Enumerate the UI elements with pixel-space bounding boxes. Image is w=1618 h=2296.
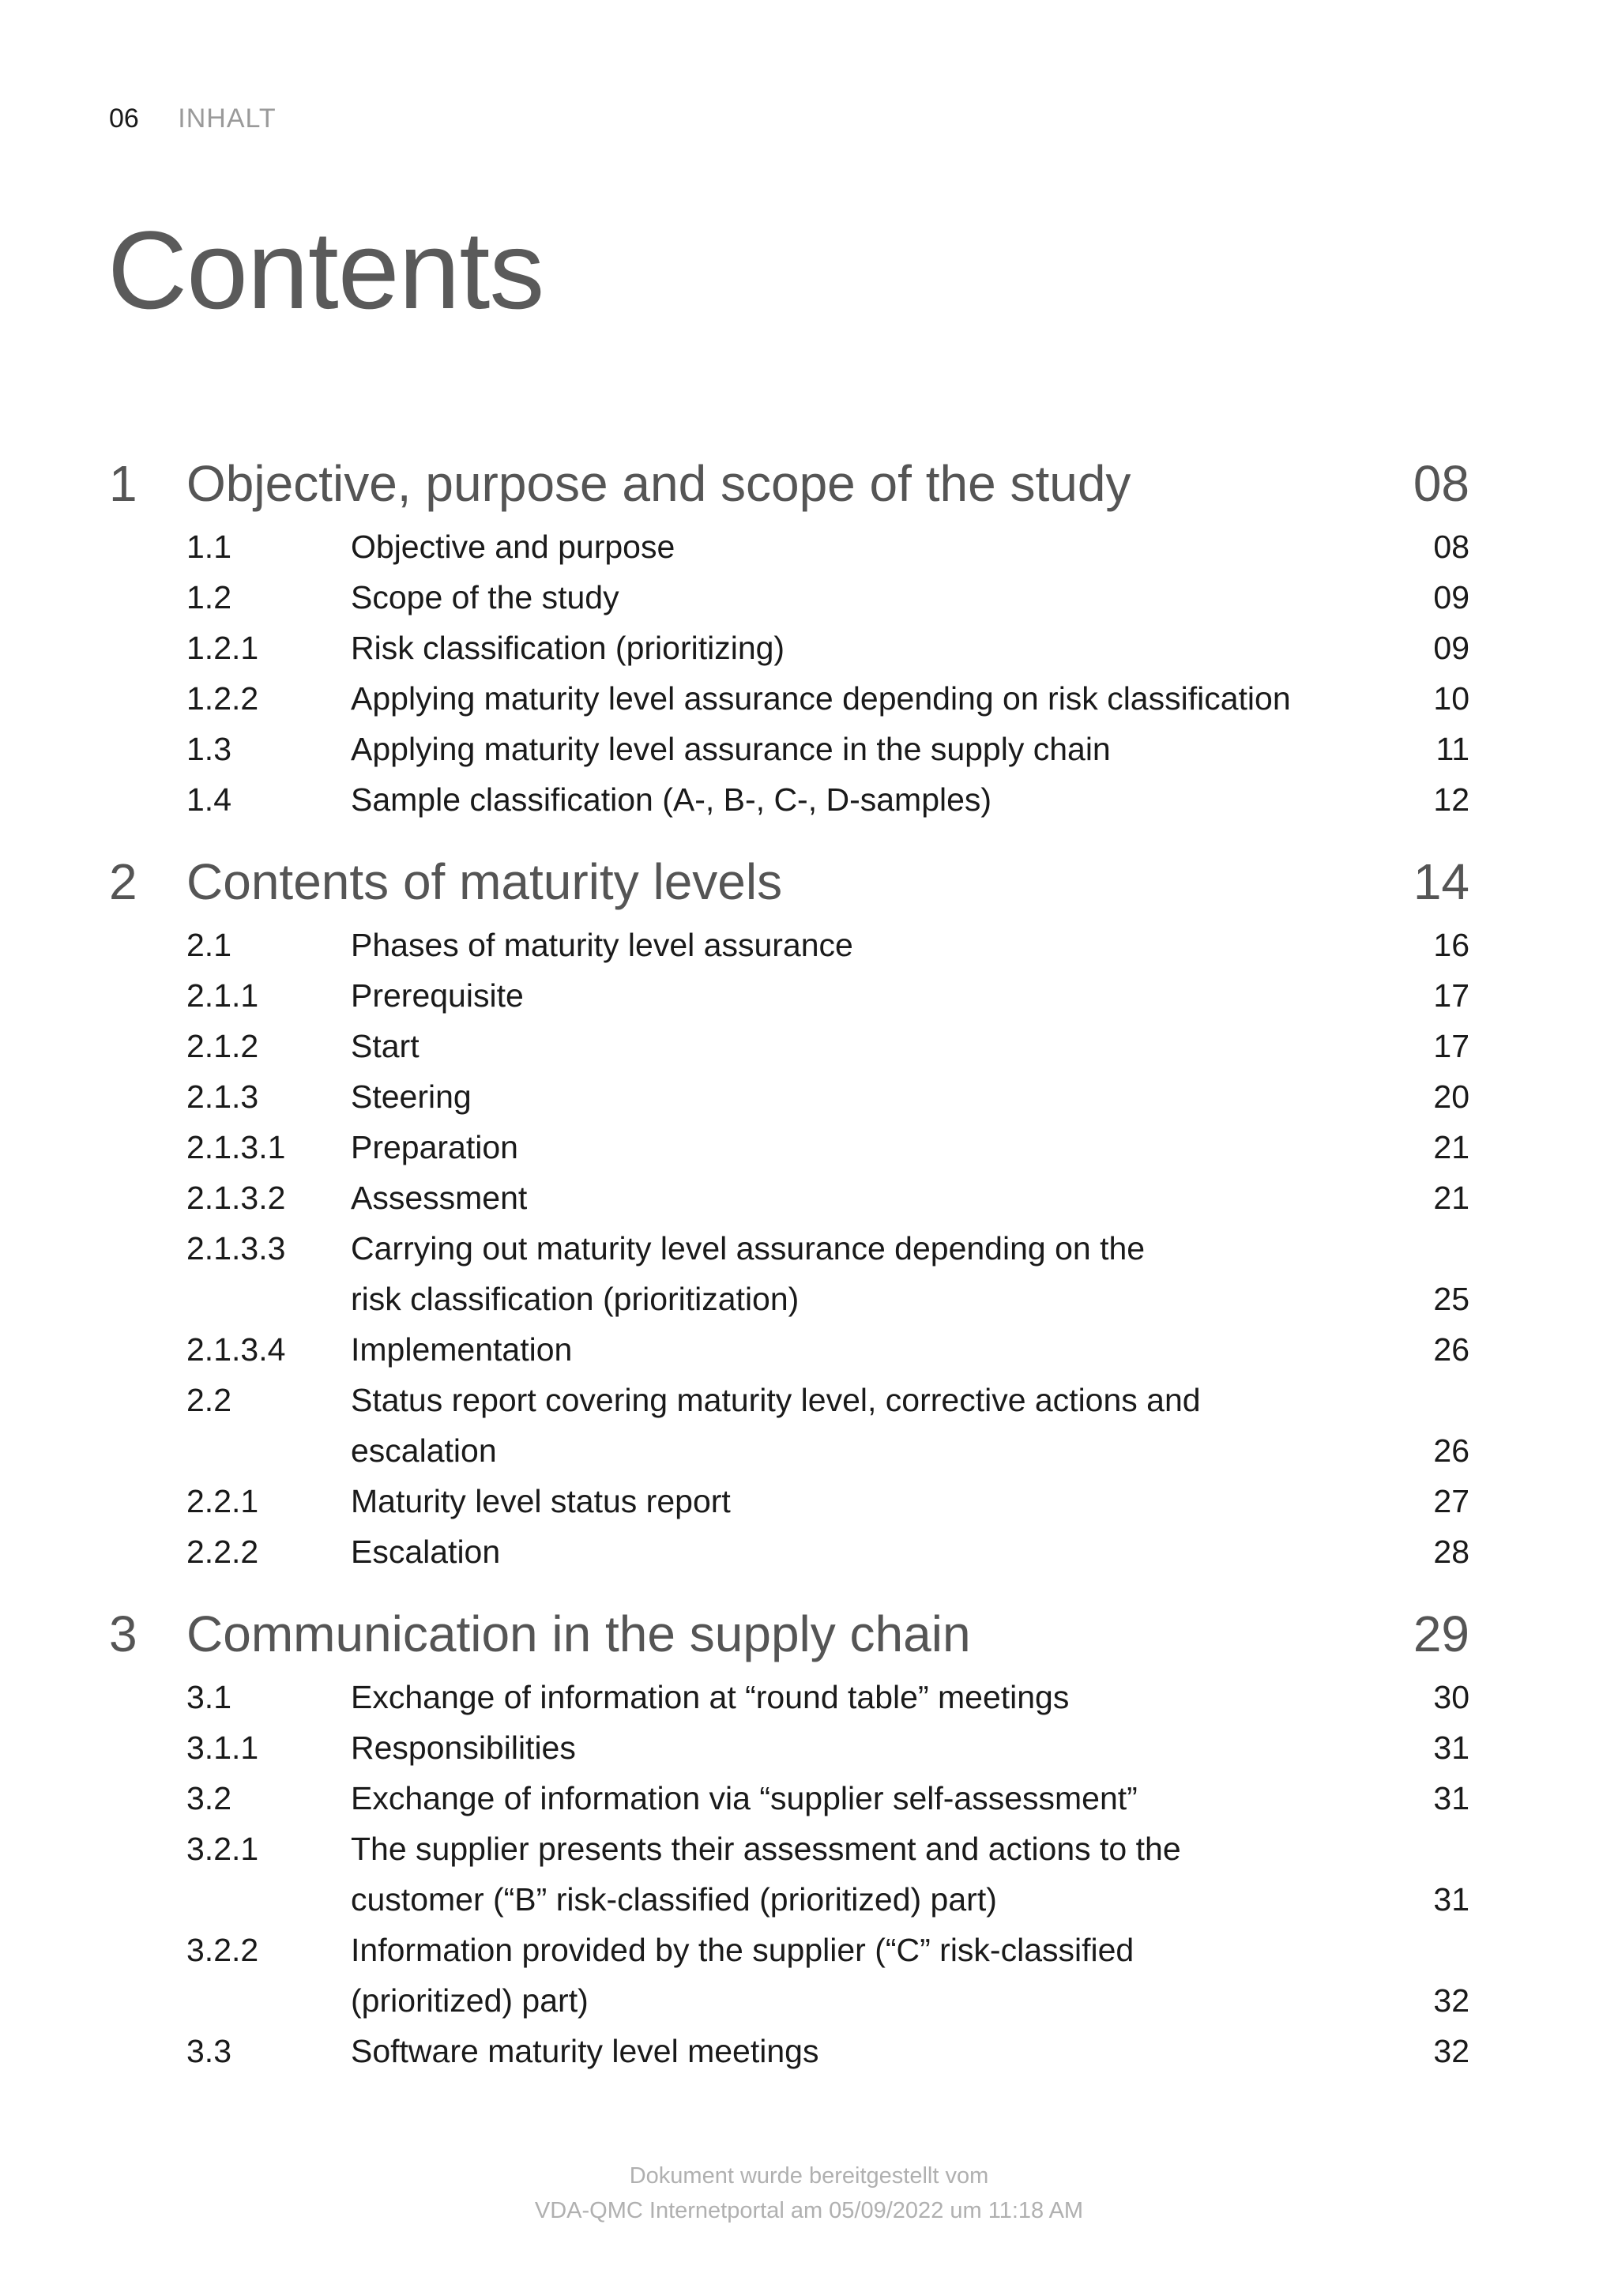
toc-entry-page: 12 (1433, 781, 1469, 818)
toc-entry[interactable] (109, 774, 1469, 825)
toc-entry-title-line: Implementation (351, 1331, 573, 1368)
toc-entry[interactable] (109, 1071, 1469, 1122)
toc-entry-number: 2.1.3.2 (186, 1180, 286, 1216)
toc-entry-page: 26 (1433, 1432, 1469, 1469)
toc-section (109, 1601, 1469, 2076)
toc-section (109, 849, 1469, 1577)
toc-entry-title-line: Maturity level status report (351, 1483, 731, 1519)
toc-entry-title (351, 1021, 1383, 1071)
toc-entry-title-line: Sample classification (A-, B-, C-, D-samples) (351, 781, 992, 818)
toc-entry-title-line: Applying maturity level assurance in the supply chain (351, 731, 1111, 767)
toc-entry-page: 21 (1433, 1129, 1469, 1165)
toc-entry-title (351, 623, 1383, 673)
toc-entry-title-line: Software maturity level meetings (351, 2033, 819, 2069)
toc-entry-title (351, 572, 1383, 623)
toc-entry[interactable] (109, 2026, 1469, 2076)
toc-entry[interactable] (109, 673, 1469, 724)
toc-section (109, 450, 1469, 825)
toc-section-page: 08 (1413, 455, 1469, 512)
toc-entry-title (351, 724, 1383, 774)
toc-entry-number: 1.2.1 (186, 630, 259, 666)
toc-entry-title-line: Information provided by the supplier (“C” risk-classified (351, 1932, 1134, 1968)
toc-entry-page: 10 (1433, 680, 1469, 717)
toc-entry-title-line: Exchange of information at “round table” meetings (351, 1679, 1070, 1715)
toc-entry-title (351, 774, 1383, 825)
toc-entry-title (351, 1071, 1383, 1122)
toc-section-heading[interactable] (109, 849, 1469, 915)
toc-entry-title-line: Prerequisite (351, 977, 524, 1014)
toc-entry-page: 28 (1433, 1534, 1469, 1570)
toc-entry-title-line: (prioritized) part) (351, 1982, 589, 2019)
toc-entry-title (351, 970, 1383, 1021)
toc-entry-page: 31 (1433, 1730, 1469, 1766)
toc-entry-page: 20 (1433, 1078, 1469, 1115)
toc-entry[interactable] (109, 1526, 1469, 1577)
toc-entry-title (351, 1722, 1383, 1773)
toc-entry[interactable] (109, 572, 1469, 623)
toc-entry-number: 2.1.2 (186, 1028, 259, 1064)
toc-section-page: 29 (1413, 1605, 1469, 1662)
toc-entry-title-line: Start (351, 1028, 420, 1064)
toc-entry-title (351, 1172, 1383, 1223)
toc-section-number: 2 (109, 853, 137, 910)
toc-entry-page: 26 (1433, 1331, 1469, 1368)
toc-entry-title-line: Responsibilities (351, 1730, 576, 1766)
toc-entry-number: 3.3 (186, 2033, 231, 2069)
toc-entry-title (351, 673, 1383, 724)
toc-entry-title (351, 1122, 1383, 1172)
toc-entry-page: 32 (1433, 1982, 1469, 2019)
toc-section-heading[interactable] (109, 1601, 1469, 1667)
toc-entry-page: 30 (1433, 1679, 1469, 1715)
toc-entry-page: 09 (1433, 630, 1469, 666)
toc-entry-page: 17 (1433, 1028, 1469, 1064)
toc-entry-title (351, 1324, 1383, 1375)
toc-entry-list (109, 1672, 1469, 2076)
toc-entry-page: 21 (1433, 1180, 1469, 1216)
toc-entry-number: 2.1.3.3 (186, 1230, 286, 1267)
toc-entry-number: 3.2 (186, 1780, 231, 1816)
toc-entry-title (351, 1375, 1383, 1476)
toc-entry[interactable] (109, 1824, 1469, 1925)
toc-entry-title-line: The supplier presents their assessment and actions to the (351, 1831, 1181, 1867)
toc-entry-title (351, 521, 1383, 572)
toc-entry-number: 2.2.2 (186, 1534, 259, 1570)
toc-entry-number: 3.1 (186, 1679, 231, 1715)
toc-entry-number: 1.3 (186, 731, 231, 767)
footer-line-2: VDA-QMC Internetportal am 05/09/2022 um 11:18 AM (534, 2198, 1084, 2223)
toc-section-title: Objective, purpose and scope of the study (186, 455, 1131, 512)
toc-entry-number: 1.2.2 (186, 680, 259, 717)
toc-entry-title-line: Scope of the study (351, 579, 619, 615)
toc-entry[interactable] (109, 521, 1469, 572)
toc-entry-title (351, 1824, 1383, 1925)
toc-entry[interactable] (109, 1773, 1469, 1824)
toc-entry-title (351, 1223, 1383, 1324)
toc-entry-number: 3.2.1 (186, 1831, 259, 1867)
page-title: Contents (107, 208, 544, 332)
toc-entry-title-line: Risk classification (prioritizing) (351, 630, 785, 666)
toc-entry-title (351, 1476, 1383, 1526)
toc-entry-list (109, 521, 1469, 825)
toc-entry[interactable] (109, 1476, 1469, 1526)
toc-entry[interactable] (109, 1172, 1469, 1223)
section-label: INHALT (178, 104, 277, 134)
toc-entry-title-line: Objective and purpose (351, 529, 675, 565)
toc-entry-list (109, 920, 1469, 1577)
toc-section-number: 1 (109, 455, 137, 512)
toc-entry-number: 2.1 (186, 927, 231, 963)
toc-entry-title-line: Steering (351, 1078, 472, 1115)
toc-entry-title (351, 1526, 1383, 1577)
toc-entry-title-line: Assessment (351, 1180, 528, 1216)
toc-entry[interactable] (109, 1122, 1469, 1172)
toc-entry[interactable] (109, 1223, 1469, 1324)
toc-entry-title-line: risk classification (prioritization) (351, 1281, 800, 1317)
toc-entry-number: 2.1.3 (186, 1078, 259, 1115)
toc-entry-number: 1.1 (186, 529, 231, 565)
toc-entry-page: 31 (1433, 1881, 1469, 1918)
toc-entry[interactable] (109, 1324, 1469, 1375)
toc-entry-number: 2.1.3.1 (186, 1129, 286, 1165)
toc-entry[interactable] (109, 1375, 1469, 1476)
toc-entry-title-line: Phases of maturity level assurance (351, 927, 853, 963)
toc-entry-title-line: Carrying out maturity level assurance depending on the (351, 1230, 1146, 1267)
toc-entry[interactable] (109, 1021, 1469, 1071)
toc-entry-number: 2.1.3.4 (186, 1331, 286, 1368)
toc-entry-title (351, 1672, 1383, 1722)
toc-entry-number: 2.2 (186, 1382, 231, 1418)
toc-entry-title (351, 920, 1383, 970)
toc-entry-number: 1.4 (186, 781, 231, 818)
toc-entry-page: 08 (1433, 529, 1469, 565)
toc-entry-title (351, 2026, 1383, 2076)
toc-entry-title (351, 1925, 1383, 2026)
toc-entry-page: 09 (1433, 579, 1469, 615)
toc-entry-number: 3.1.1 (186, 1730, 259, 1766)
toc-entry[interactable] (109, 1925, 1469, 2026)
toc-entry[interactable] (109, 920, 1469, 970)
toc-entry-title (351, 1773, 1383, 1824)
toc-entry-title-line: customer (“B” risk-classified (prioritized) part) (351, 1881, 997, 1918)
toc-entry-title-line: Escalation (351, 1534, 501, 1570)
toc-entry-number: 3.2.2 (186, 1932, 259, 1968)
toc-entry-number: 2.2.1 (186, 1483, 259, 1519)
toc-entry-page: 11 (1436, 731, 1469, 767)
page-number: 06 (109, 104, 139, 134)
toc-entry-number: 1.2 (186, 579, 231, 615)
toc-entry-title-line: Status report covering maturity level, corrective actions and (351, 1382, 1201, 1418)
toc-entry-page: 25 (1433, 1281, 1469, 1317)
toc-entry[interactable] (109, 970, 1469, 1021)
toc-entry[interactable] (109, 724, 1469, 774)
toc-entry-title-line: Exchange of information via “supplier self-assessment” (351, 1780, 1138, 1816)
footer-line-1: Dokument wurde bereitgestellt vom (629, 2163, 989, 2189)
running-header (109, 101, 277, 136)
toc-entry[interactable] (109, 1722, 1469, 1773)
toc-section-title: Contents of maturity levels (186, 853, 783, 910)
table-of-contents (109, 450, 1469, 2100)
toc-entry-page: 31 (1433, 1780, 1469, 1816)
toc-entry[interactable] (109, 1672, 1469, 1722)
toc-section-number: 3 (109, 1605, 137, 1662)
toc-entry-page: 17 (1433, 977, 1469, 1014)
toc-entry-title-line: Applying maturity level assurance depending on risk classification (351, 680, 1291, 717)
toc-section-page: 14 (1413, 853, 1469, 910)
footer-note (0, 2159, 1618, 2228)
toc-entry-page: 16 (1433, 927, 1469, 963)
toc-entry-page: 27 (1433, 1483, 1469, 1519)
toc-entry[interactable] (109, 623, 1469, 673)
toc-entry-number: 2.1.1 (186, 977, 259, 1014)
toc-entry-title-line: escalation (351, 1432, 497, 1469)
toc-entry-page: 32 (1433, 2033, 1469, 2069)
toc-section-heading[interactable] (109, 450, 1469, 517)
toc-section-title: Communication in the supply chain (186, 1605, 971, 1662)
toc-entry-title-line: Preparation (351, 1129, 518, 1165)
